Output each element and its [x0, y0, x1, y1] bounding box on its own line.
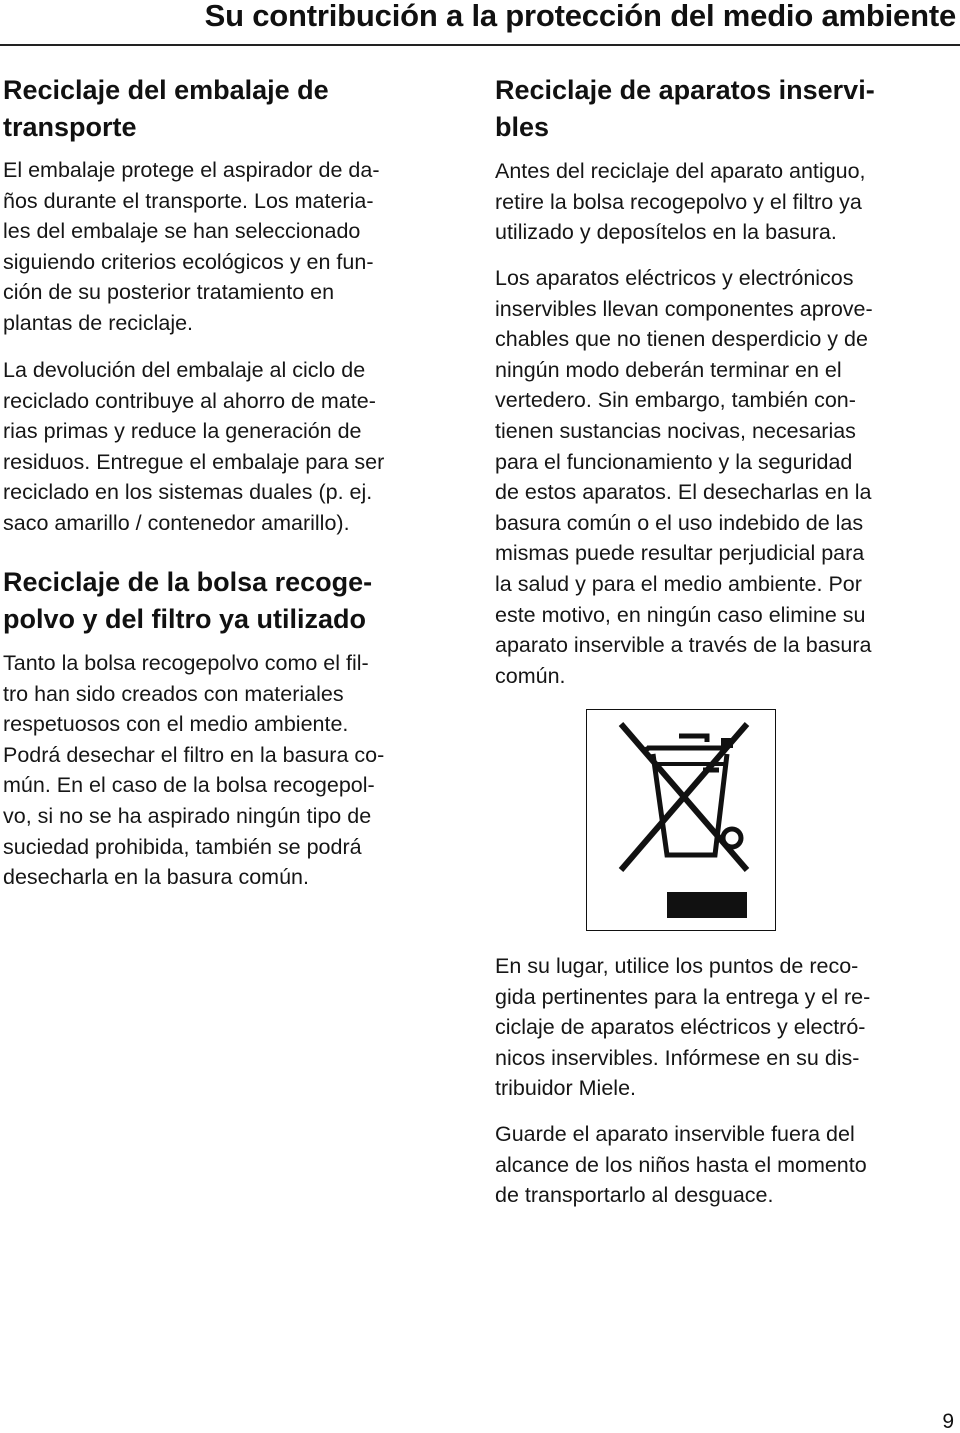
text-line: Tanto la bolsa recogepolvo como el fil- [3, 651, 369, 675]
text-line: suciedad prohibida, también se podrá [3, 834, 362, 859]
text-line: saco amarillo / contenedor amarillo). [3, 510, 350, 535]
text-line: Guarde el aparato inservible fuera del [495, 1122, 855, 1146]
paragraph-electronic-components [495, 263, 873, 691]
header-rule [0, 44, 960, 46]
heading-line: polvo y del filtro ya utilizado [3, 604, 367, 634]
text-line: vertedero. Sin embargo, también con- [495, 388, 856, 413]
text-line: la salud y para el medio ambiente. Por [495, 571, 862, 596]
text-line: basura común o el uso indebido de las [495, 510, 864, 535]
text-line: Antes del reciclaje del aparato antiguo, [495, 159, 866, 183]
text-line: alcance de los niños hasta el momento [495, 1152, 867, 1177]
text-line: común. [495, 663, 566, 688]
text-line: mún. En el caso de la bolsa recogepol- [3, 773, 375, 798]
text-line: este motivo, en ningún caso elimine su [495, 602, 866, 627]
text-line: ciclaje de aparatos eléctricos y electró- [495, 1015, 866, 1040]
paragraph-remove-bag [495, 156, 866, 248]
text-line: Los aparatos eléctricos y electrónicos [495, 266, 854, 290]
paragraph-packaging-protection [3, 155, 379, 339]
page-number: 9 [942, 1410, 954, 1433]
heading-line: Reciclaje del embalaje de [3, 75, 329, 105]
section-heading-transport-packaging [3, 72, 329, 146]
text-line: chables que no tienen desperdicio y de [495, 327, 868, 352]
text-line: les del embalaje se han seleccionado [3, 219, 361, 244]
paragraph-keep-away-children [495, 1119, 867, 1211]
text-line: para el funcionamiento y la seguridad [495, 449, 853, 474]
crossed-out-wheelie-bin-icon [587, 710, 774, 929]
text-line: inservibles llevan componentes aprove- [495, 296, 873, 321]
text-line: plantas de reciclaje. [3, 310, 194, 335]
text-line: gida pertinentes para la entrega y el re- [495, 984, 871, 1009]
text-line: ción de su posterior tratamiento en [3, 280, 335, 305]
text-line: retire la bolsa recogepolvo y el filtro ya [495, 189, 862, 214]
heading-line: Reciclaje de la bolsa recoge- [3, 567, 373, 597]
text-line: de estos aparatos. El desecharlas en la [495, 480, 872, 505]
text-line: desecharla en la basura común. [3, 865, 309, 890]
text-line: de transportarlo al desguace. [495, 1183, 774, 1208]
section-old-appliances [495, 72, 875, 146]
paragraph-dustbag-filter [3, 648, 384, 893]
text-line: reciclado contribuye al ahorro de mate- [3, 388, 376, 413]
text-line: La devolución del embalaje al ciclo de [3, 358, 366, 382]
heading-line: bles [495, 112, 550, 142]
text-line: rias primas y reduce la generación de [3, 419, 362, 444]
text-line: ningún modo deberán terminar en el [495, 357, 842, 382]
section-heading-dustbag-filter [3, 564, 372, 638]
text-line: tribuidor Miele. [495, 1076, 636, 1101]
text-line: tro han sido creados con materiales [3, 681, 344, 706]
text-line: reciclado en los sistemas duales (p. ej. [3, 480, 373, 505]
text-line: vo, si no se ha aspirado ningún tipo de [3, 803, 372, 828]
text-line: tienen sustancias nocivas, necesarias [495, 418, 856, 443]
page-title: Su contribución a la protección del medio ambiente [204, 0, 956, 33]
text-line: En su lugar, utilice los puntos de reco- [495, 954, 859, 978]
text-line: aparato inservible a través de la basura [495, 633, 872, 658]
text-line: El embalaje protege el aspirador de da- [3, 158, 380, 182]
text-line: nicos inservibles. Infórmese en su dis- [495, 1045, 860, 1070]
text-line: residuos. Entregue el embalaje para ser [3, 449, 385, 474]
text-line: mismas puede resultar perjudicial para [495, 541, 865, 566]
heading-line: transporte [3, 112, 137, 142]
weee-symbol-frame [586, 709, 776, 931]
text-line: ños durante el transporte. Los materia- [3, 188, 374, 213]
text-line: respetuosos con el medio ambiente. [3, 712, 349, 737]
text-line: siguiendo criterios ecológicos y en fun- [3, 249, 374, 274]
text-line: utilizado y deposítelos en la basura. [495, 220, 837, 245]
paragraph-collection-points [495, 951, 870, 1104]
paragraph-packaging-return [3, 355, 384, 539]
section-transport-packaging [3, 72, 329, 146]
section-heading-old-appliances [495, 72, 875, 146]
heading-line: Reciclaje de aparatos inservi- [495, 75, 875, 105]
section-dustbag-filter [3, 564, 372, 638]
page-header [0, 0, 960, 46]
text-line: Podrá desechar el filtro en la basura co- [3, 742, 385, 767]
